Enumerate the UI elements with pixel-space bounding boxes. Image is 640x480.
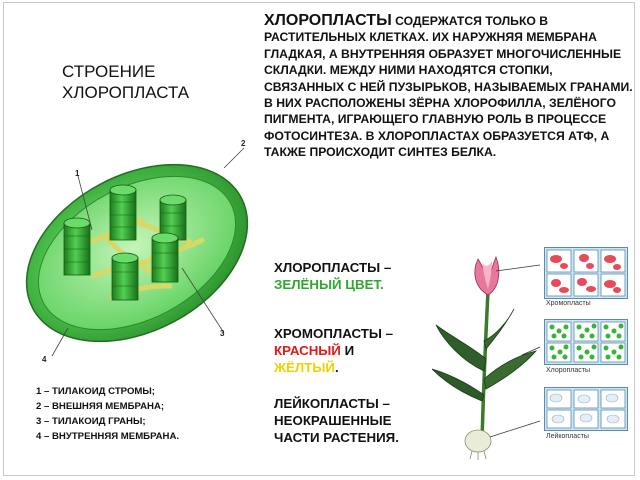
tulip-leaf xyxy=(484,351,536,389)
tulip-illustration xyxy=(432,251,542,461)
diagram-number-3: 3 xyxy=(220,329,225,338)
tulip-bulb xyxy=(465,430,491,460)
tulip-flower xyxy=(475,257,499,295)
chromoplast-label: ХРОМОПЛАСТЫ – xyxy=(274,326,393,341)
chromoplast-cells xyxy=(544,247,628,299)
leucoplast-line-2: НЕОКРАШЕННЫЕ xyxy=(274,413,392,428)
leucoplast-line-3: ЧАСТИ РАСТЕНИЯ. xyxy=(274,430,399,445)
title-line-1: СТРОЕНИЕ xyxy=(62,62,156,81)
slide-title xyxy=(62,61,252,103)
chloroplast-label: ХЛОРОПЛАСТЫ – xyxy=(274,260,392,275)
leucoplast-line-1: ЛЕЙКОПЛАСТЫ – xyxy=(274,396,390,411)
chromoplast-statement xyxy=(274,325,444,376)
chromoplast-end: . xyxy=(334,360,339,375)
legend-item: 2 – ВНЕШНЯЯ МЕМБРАНА; xyxy=(36,401,165,412)
diagram-legend xyxy=(36,384,266,444)
granum-stack xyxy=(64,218,90,275)
chloroplast-cells xyxy=(544,319,628,365)
chloroplast-diagram xyxy=(12,128,262,378)
granum-stack xyxy=(110,185,136,240)
chromoplast-yellow: ЖЁЛТЫЙ xyxy=(274,360,335,375)
chromoplast-and: И xyxy=(340,343,355,358)
description-text xyxy=(264,13,634,161)
chloroplast-color: ЗЕЛЁНЫЙ ЦВЕТ. xyxy=(274,277,384,292)
chloroplast-statement xyxy=(274,259,444,293)
slide xyxy=(3,2,635,476)
description-lead: ХЛОРОПЛАСТЫ xyxy=(264,12,392,29)
granum-stack xyxy=(112,253,138,300)
tulip-leaf xyxy=(436,325,486,371)
diagram-number-4: 4 xyxy=(42,355,47,364)
leucoplast-cells-label: Лейкопласты xyxy=(546,433,589,440)
title-line-2: ХЛОРОПЛАСТА xyxy=(62,83,190,102)
legend-item: 3 – ТИЛАКОИД ГРАНЫ; xyxy=(36,416,146,427)
tulip-leaf xyxy=(432,369,484,401)
tulip-pointer-lines xyxy=(490,265,540,437)
chromoplast-cells-label: Хромопласты xyxy=(546,300,591,307)
chloroplast-outer-membrane xyxy=(12,129,262,378)
description-rest: СОДЕРЖАТСЯ ТОЛЬКО В РАСТИТЕЛЬНЫХ КЛЕТКАХ. ИХ НАРУЖНЯЯ МЕМБРАНА ГЛАДКАЯ, А ВНУТРЕННЯЯ ОБРАЗУЕТ МНОГОЧИСЛЕННЫЕ СКЛАДКИ. МЕЖДУ НИМИ НАХОДЯТСЯ СТОПКИ, СВЯЗАННЫХ С НЕЙ ПУЗЫРЬКОВ, НАЗЫВАЕМЫХ ГРАНАМИ. В НИХ РАСПОЛОЖЕНЫ ЗЁРНА ХЛОРОФИЛЛА, ЗЕЛЁНОГО ПИГМЕНТА, ИГРАЮЩЕГО ГЛАВНУЮ РОЛЬ В ПРОЦЕССЕ ФОТОСИНТЕЗА. В ХЛОРОПЛАСТАХ ОБРАЗУЕТСЯ АТФ, А ТАКЖЕ ПРОИСХОДИТ СИНТЕЗ БЕЛКА. xyxy=(264,14,633,160)
legend-item: 4 – ВНУТРЕННЯЯ МЕМБРАНА. xyxy=(36,431,180,442)
chromoplast-red: КРАСНЫЙ xyxy=(274,343,341,358)
diagram-number-2: 2 xyxy=(241,139,246,148)
chloroplast-cells-label: Хлоропласты xyxy=(546,367,591,374)
leucoplast-cells xyxy=(544,387,628,431)
diagram-number-1: 1 xyxy=(75,169,80,178)
leucoplast-statement xyxy=(274,395,444,446)
granum-stack xyxy=(152,233,178,282)
legend-item: 1 – ТИЛАКОИД СТРОМЫ; xyxy=(36,386,155,397)
